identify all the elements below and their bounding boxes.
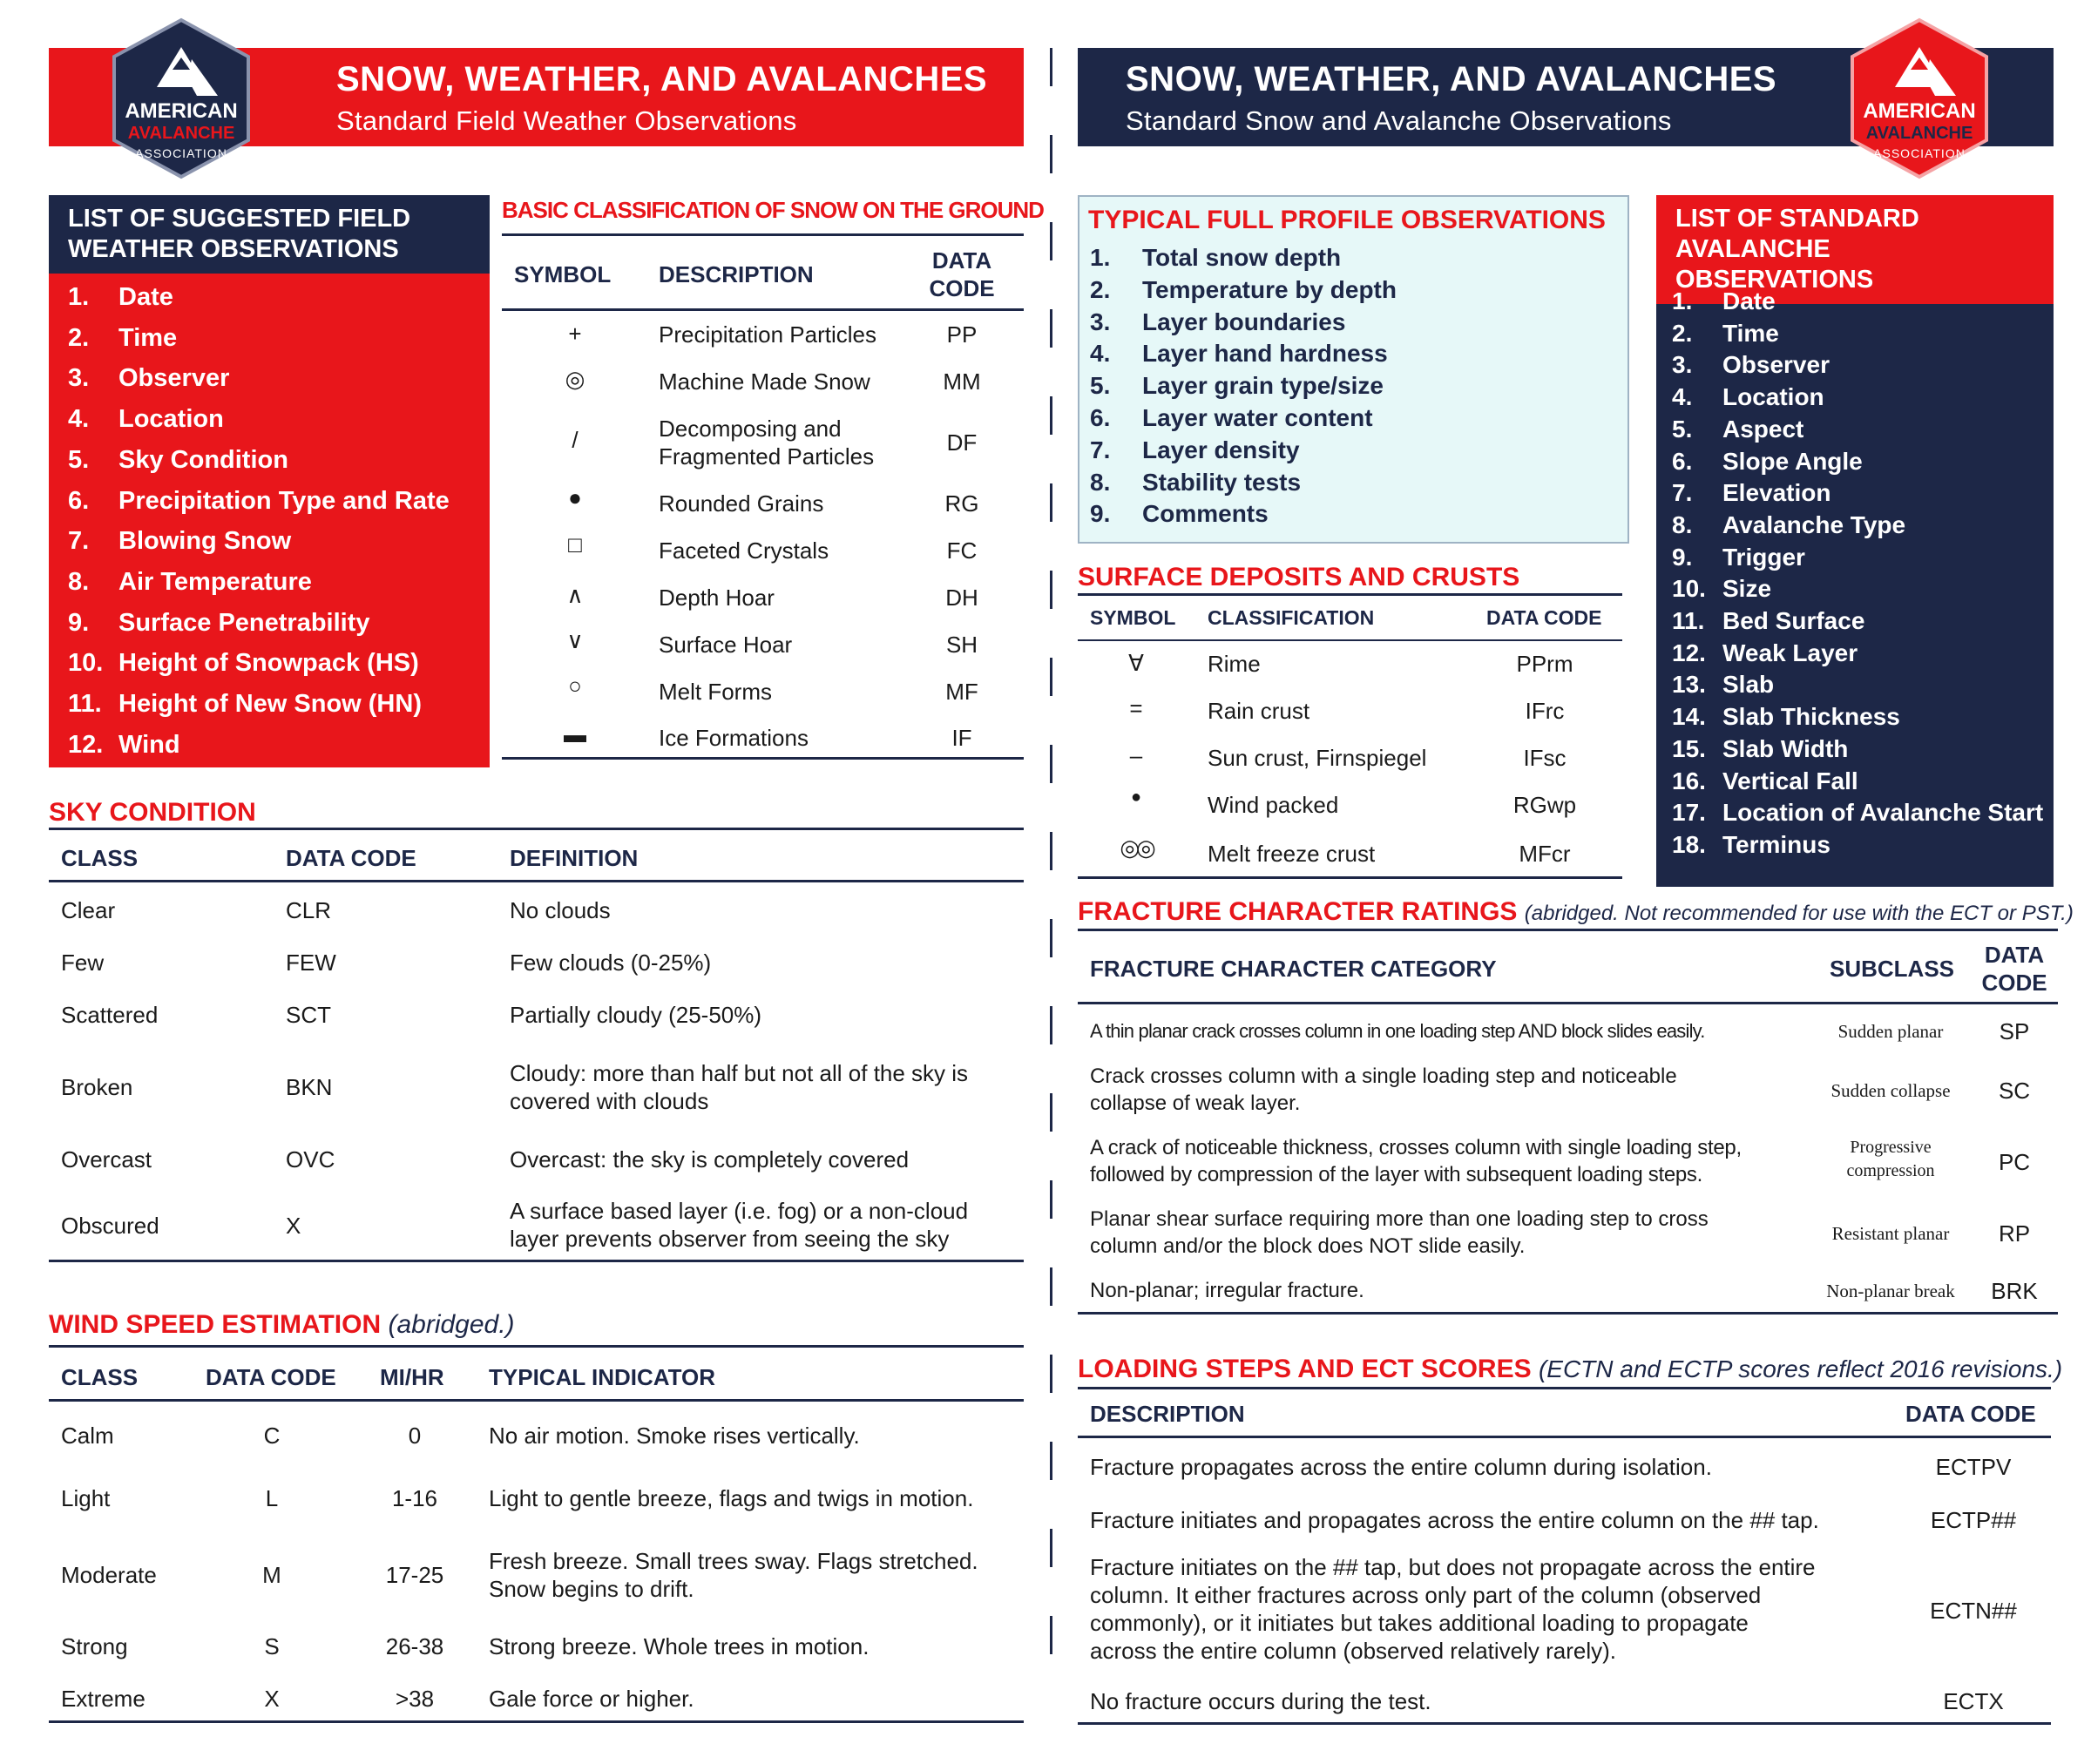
logo-line2: AVALANCHE: [127, 124, 235, 143]
table-cell: Non-planar break: [1826, 1281, 1955, 1301]
table-cell: Precipitation Particles: [659, 321, 876, 348]
table-cell: FEW: [286, 950, 336, 976]
table-cell: Melt Forms: [659, 679, 772, 705]
table-cell: column and/or the block does NOT slide easily.: [1090, 1234, 1526, 1258]
table-cell: Fracture initiates and propagates across the entire column on the ## tap.: [1090, 1507, 1819, 1533]
table-cell: PP: [946, 321, 978, 348]
list-item: 14. Slab Thickness: [1672, 703, 1900, 731]
table-cell: BKN: [286, 1074, 333, 1100]
table-cell: Fragmented Particles: [659, 443, 875, 470]
list-item: 15. Slab Width: [1672, 734, 1849, 762]
table-cell: Strong: [61, 1633, 128, 1659]
rime-icon: ∀: [1128, 650, 1144, 676]
list-item: 18. Terminus: [1672, 830, 1830, 858]
avalanche-obs-list-box: [1656, 195, 2054, 887]
table-cell: X: [286, 1213, 301, 1239]
list-item: 5. Sky Condition: [68, 445, 288, 474]
table-cell: Few: [61, 950, 105, 976]
table-cell: covered with clouds: [510, 1088, 709, 1114]
rule: [49, 1260, 1024, 1262]
rule: [1078, 1387, 2051, 1389]
list-item: 1. Date: [1672, 287, 1776, 314]
right-header-title: SNOW, WEATHER, AND AVALANCHES: [1126, 60, 1777, 98]
list-item: 2. Time: [1672, 319, 1779, 347]
logo-line1: AMERICAN: [125, 99, 238, 123]
col-definition: DEFINITION: [510, 845, 639, 871]
list-item: 1. Total snow depth: [1090, 244, 1342, 271]
list-item: 6. Slope Angle: [1672, 447, 1863, 475]
table-cell: Planar shear surface requiring more than one loading step to cross: [1090, 1207, 1709, 1231]
table-cell: Depth Hoar: [659, 585, 775, 611]
rule: [49, 828, 1024, 830]
bullseye-icon: ◎: [565, 366, 585, 392]
list-item: 10. Size: [1672, 575, 1772, 603]
table-cell: Rain crust: [1208, 698, 1310, 724]
list-item: 2. Temperature by depth: [1090, 275, 1397, 303]
melt-freeze-icon: ◎◎: [1120, 835, 1153, 861]
avalanche-obs-list: [1672, 286, 2043, 862]
table-cell: Sudden planar: [1837, 1021, 1944, 1042]
right-header-subtitle: Standard Snow and Avalanche Observations: [1126, 105, 1672, 136]
col-category: FRACTURE CHARACTER CATEGORY: [1090, 956, 1497, 982]
list-item: 12. Wind: [68, 730, 180, 759]
col-data-code: DATA CODE: [929, 247, 995, 301]
table-cell: Crack crosses column with a single loading step and noticeable: [1090, 1064, 1677, 1088]
table-cell: RGwp: [1512, 792, 1577, 818]
table-cell: Machine Made Snow: [659, 368, 870, 395]
table-cell: MFcr: [1519, 841, 1571, 867]
list-item: 13. Slab: [1672, 671, 1775, 699]
table-cell: Rounded Grains: [659, 490, 824, 517]
table-cell: SCT: [286, 1002, 331, 1028]
table-cell: Fresh breeze. Small trees sway. Flags stretched.: [489, 1548, 978, 1574]
center-divider: [1050, 48, 1052, 1712]
left-header-title: SNOW, WEATHER, AND AVALANCHES: [336, 60, 988, 98]
table-cell: 1-16: [391, 1485, 438, 1511]
table-cell: Non-planar; irregular fracture.: [1090, 1279, 1364, 1302]
table-cell: DF: [946, 429, 978, 456]
table-cell: DH: [945, 585, 978, 611]
filled-circle-icon: ●: [568, 484, 582, 510]
table-cell: OVC: [286, 1146, 335, 1173]
filled-bar-icon: ▬: [564, 721, 586, 747]
table-cell: CLR: [286, 897, 332, 923]
list-item: 6. Layer water content: [1090, 403, 1373, 431]
logo-line3: ASSOCIATION: [135, 146, 227, 160]
list-item: 9. Trigger: [1672, 543, 1805, 571]
open-circle-icon: ○: [568, 672, 582, 699]
list-item: 17. Location of Avalanche Start: [1672, 799, 2044, 827]
list-item: 7. Elevation: [1672, 479, 1831, 507]
rule: [502, 757, 1024, 760]
rule: [1078, 639, 1622, 641]
table-cell: X: [264, 1686, 280, 1712]
rule: [1078, 1436, 2051, 1438]
col-data-code: DATA CODE: [206, 1364, 336, 1390]
rule: [1078, 1722, 2051, 1725]
table-cell: No fracture occurs during the test.: [1090, 1688, 1431, 1714]
col-indicator: TYPICAL INDICATOR: [489, 1364, 716, 1390]
table-cell: Clear: [61, 897, 116, 923]
list-item: 2. Time: [68, 323, 178, 352]
table-cell: A surface based layer (i.e. fog) or a non-cloud: [510, 1198, 969, 1224]
field-weather-list: [68, 277, 450, 765]
table-cell: Progressive compression: [1846, 1138, 1935, 1180]
dash-icon: –: [1129, 742, 1143, 768]
table-cell: Obscured: [61, 1213, 159, 1239]
list-item: 4. Layer hand hardness: [1090, 340, 1388, 368]
table-cell: Strong breeze. Whole trees in motion.: [489, 1633, 870, 1659]
table-cell: SP: [1999, 1018, 2030, 1044]
table-cell: C: [263, 1423, 281, 1449]
table-cell: Faceted Crystals: [659, 537, 829, 564]
table-cell: across the entire column (observed relatively rarely).: [1090, 1638, 1617, 1664]
table-cell: Snow begins to drift.: [489, 1576, 694, 1602]
table-cell: Scattered: [61, 1002, 159, 1028]
list-item: 6. Precipitation Type and Rate: [68, 486, 450, 515]
col-symbol: SYMBOL: [514, 261, 612, 287]
list-item: 8. Stability tests: [1090, 468, 1302, 496]
table-cell: Surface Hoar: [659, 632, 793, 658]
table-cell: IFrc: [1525, 698, 1565, 724]
col-mph: MI/HR: [380, 1364, 444, 1390]
table-cell: commonly), or it initiates but takes additional loading to propagate: [1090, 1610, 1749, 1636]
list-item: 8. Air Temperature: [68, 567, 312, 596]
table-cell: ECTPV: [1935, 1454, 2012, 1480]
rule: [1078, 1002, 2058, 1004]
full-profile-list: [1090, 242, 1397, 531]
table-cell: ECTX: [1943, 1688, 2004, 1714]
table-cell: S: [264, 1633, 280, 1659]
col-class: CLASS: [61, 845, 139, 871]
full-profile-box: [1078, 195, 1629, 544]
table-cell: SH: [945, 632, 978, 658]
table-cell: Cloudy: more than half but not all of the sky is: [510, 1060, 969, 1086]
rule: [49, 1345, 1024, 1348]
left-aaa-logo: [107, 17, 255, 179]
list-item: 3. Observer: [1672, 351, 1830, 379]
slash-icon: /: [572, 427, 579, 453]
table-cell: No clouds: [510, 897, 611, 923]
list-item: 5. Aspect: [1672, 415, 1804, 443]
list-item: 9. Comments: [1090, 500, 1269, 528]
col-symbol: SYMBOL: [1090, 606, 1176, 629]
table-cell: MF: [945, 679, 978, 705]
table-cell: Light: [61, 1485, 111, 1511]
table-cell: RG: [944, 490, 979, 517]
snow-classification-heading: BASIC CLASSIFICATION OF SNOW ON THE GROUND: [502, 197, 1044, 223]
field-weather-list-box: [49, 195, 490, 767]
list-item: 8. Avalanche Type: [1672, 510, 1906, 538]
table-cell: layer prevents observer from seeing the sky: [510, 1226, 950, 1252]
list-item: 12. Weak Layer: [1672, 639, 1858, 666]
rule: [49, 880, 1024, 882]
table-cell: >38: [395, 1686, 435, 1712]
plus-icon: +: [568, 321, 582, 347]
table-cell: ECTP##: [1930, 1507, 2017, 1533]
table-cell: Wind packed: [1208, 792, 1339, 818]
table-cell: Light to gentle breeze, flags and twigs in motion.: [489, 1485, 974, 1511]
table-cell: 17-25: [385, 1562, 444, 1588]
table-cell: Resistant planar: [1831, 1223, 1950, 1244]
list-item: 5. Layer grain type/size: [1090, 372, 1384, 400]
table-cell: Calm: [61, 1423, 114, 1449]
square-icon: □: [568, 531, 582, 558]
table-cell: 26-38: [385, 1633, 444, 1659]
list-item: 11. Bed Surface: [1672, 607, 1865, 635]
sky-condition-heading: SKY CONDITION: [49, 798, 256, 827]
list-item: 7. Blowing Snow: [68, 527, 292, 556]
list-item: 3. Layer boundaries: [1090, 308, 1346, 335]
table-cell: PPrm: [1516, 651, 1573, 677]
table-cell: Overcast: the sky is completely covered: [510, 1146, 910, 1173]
list-item: 11. Height of New Snow (HN): [68, 690, 422, 719]
table-cell: Few clouds (0-25%): [510, 950, 712, 976]
table-cell: RP: [1998, 1220, 2031, 1247]
rule: [502, 308, 1024, 311]
surface-deposits-heading: SURFACE DEPOSITS AND CRUSTS: [1078, 563, 1520, 591]
fracture-character-heading: FRACTURE CHARACTER RATINGS (abridged. Not recommended for use with the ECT or PST.): [1078, 897, 2074, 926]
rule: [1078, 929, 2058, 931]
list-item: 4. Location: [68, 405, 224, 434]
ect-scores-heading: LOADING STEPS AND ECT SCORES (ECTN and ECTP scores reflect 2016 revisions.): [1078, 1355, 2063, 1383]
rule: [49, 1720, 1024, 1723]
col-data-code: DATA CODE: [1905, 1401, 2036, 1427]
table-cell: followed by compression of the layer with subsequent loading steps.: [1090, 1163, 1702, 1186]
logo-line2: AVALANCHE: [1865, 124, 1973, 143]
table-cell: BRK: [1991, 1278, 2038, 1304]
col-data-code: DATA CODE: [1486, 606, 1602, 629]
table-cell: Decomposing and: [659, 416, 842, 442]
right-aaa-logo: [1845, 17, 1993, 179]
table-cell: MM: [943, 368, 981, 395]
full-profile-heading: TYPICAL FULL PROFILE OBSERVATIONS: [1088, 206, 1606, 234]
table-cell: Moderate: [61, 1562, 157, 1588]
rule: [1078, 593, 1622, 596]
avalanche-obs-list-heading: LIST OF STANDARD AVALANCHE OBSERVATIONS: [1656, 195, 2054, 304]
table-cell: Fracture propagates across the entire column during isolation.: [1090, 1454, 1712, 1480]
logo-line3: ASSOCIATION: [1873, 146, 1966, 160]
rule: [1078, 1312, 2058, 1315]
col-data-code: DATA CODE: [286, 845, 416, 871]
list-item: 1. Date: [68, 283, 173, 311]
table-cell: Extreme: [61, 1686, 145, 1712]
logo-line1: AMERICAN: [1863, 99, 1976, 123]
table-cell: Rime: [1208, 651, 1261, 677]
rule: [1078, 876, 1622, 879]
table-cell: Sudden collapse: [1830, 1080, 1951, 1101]
field-weather-list-heading: LIST OF SUGGESTED FIELD WEATHER OBSERVATIONS: [49, 195, 490, 274]
table-cell: Fracture initiates on the ## tap, but does not propagate across the entire: [1090, 1554, 1816, 1580]
col-description: DESCRIPTION: [659, 261, 814, 287]
table-cell: A thin planar crack crosses column in one loading step AND block slides easily.: [1090, 1020, 1705, 1042]
col-description: DESCRIPTION: [1090, 1401, 1245, 1427]
table-cell: IFsc: [1523, 745, 1567, 771]
table-cell: column. It either fractures across only part of the column (observed: [1090, 1582, 1762, 1608]
table-cell: Partially cloudy (25-50%): [510, 1002, 762, 1028]
table-cell: IF: [951, 725, 972, 751]
caret-up-icon: ∧: [566, 582, 584, 608]
rule: [49, 1399, 1024, 1402]
list-item: 3. Observer: [68, 364, 230, 393]
equals-icon: =: [1129, 695, 1143, 721]
col-classification: CLASSIFICATION: [1208, 606, 1375, 629]
table-cell: PC: [1998, 1149, 2031, 1175]
table-cell: Gale force or higher.: [489, 1686, 694, 1712]
list-item: 10. Height of Snowpack (HS): [68, 649, 419, 678]
wind-speed-heading: WIND SPEED ESTIMATION (abridged.): [49, 1310, 515, 1339]
table-cell: collapse of weak layer.: [1090, 1092, 1301, 1115]
table-cell: M: [262, 1562, 281, 1588]
rule: [502, 233, 1024, 236]
table-cell: A crack of noticeable thickness, crosses column with single loading step,: [1090, 1136, 1742, 1159]
table-cell: ECTN##: [1930, 1598, 2017, 1624]
col-data-code: DATA CODE: [1981, 942, 2047, 996]
table-cell: SC: [1998, 1078, 2031, 1104]
table-cell: Sun crust, Firnspiegel: [1208, 745, 1427, 771]
table-cell: Broken: [61, 1074, 133, 1100]
table-cell: Ice Formations: [659, 725, 809, 751]
caret-down-icon: ∨: [566, 627, 584, 653]
table-cell: L: [265, 1485, 279, 1511]
list-item: 7. Layer density: [1090, 436, 1300, 463]
table-cell: Melt freeze crust: [1208, 841, 1376, 867]
table-cell: Overcast: [61, 1146, 152, 1173]
list-item: 4. Location: [1672, 383, 1824, 411]
list-item: 16. Vertical Fall: [1672, 767, 1858, 794]
left-header-subtitle: Standard Field Weather Observations: [336, 105, 797, 136]
col-subclass: SUBCLASS: [1830, 956, 1955, 982]
table-cell: No air motion. Smoke rises vertically.: [489, 1423, 860, 1449]
wind-packed-icon: ●: [1130, 787, 1142, 807]
table-cell: 0: [408, 1423, 422, 1449]
col-class: CLASS: [61, 1364, 139, 1390]
list-item: 9. Surface Penetrability: [68, 608, 370, 637]
table-cell: FC: [946, 537, 978, 564]
